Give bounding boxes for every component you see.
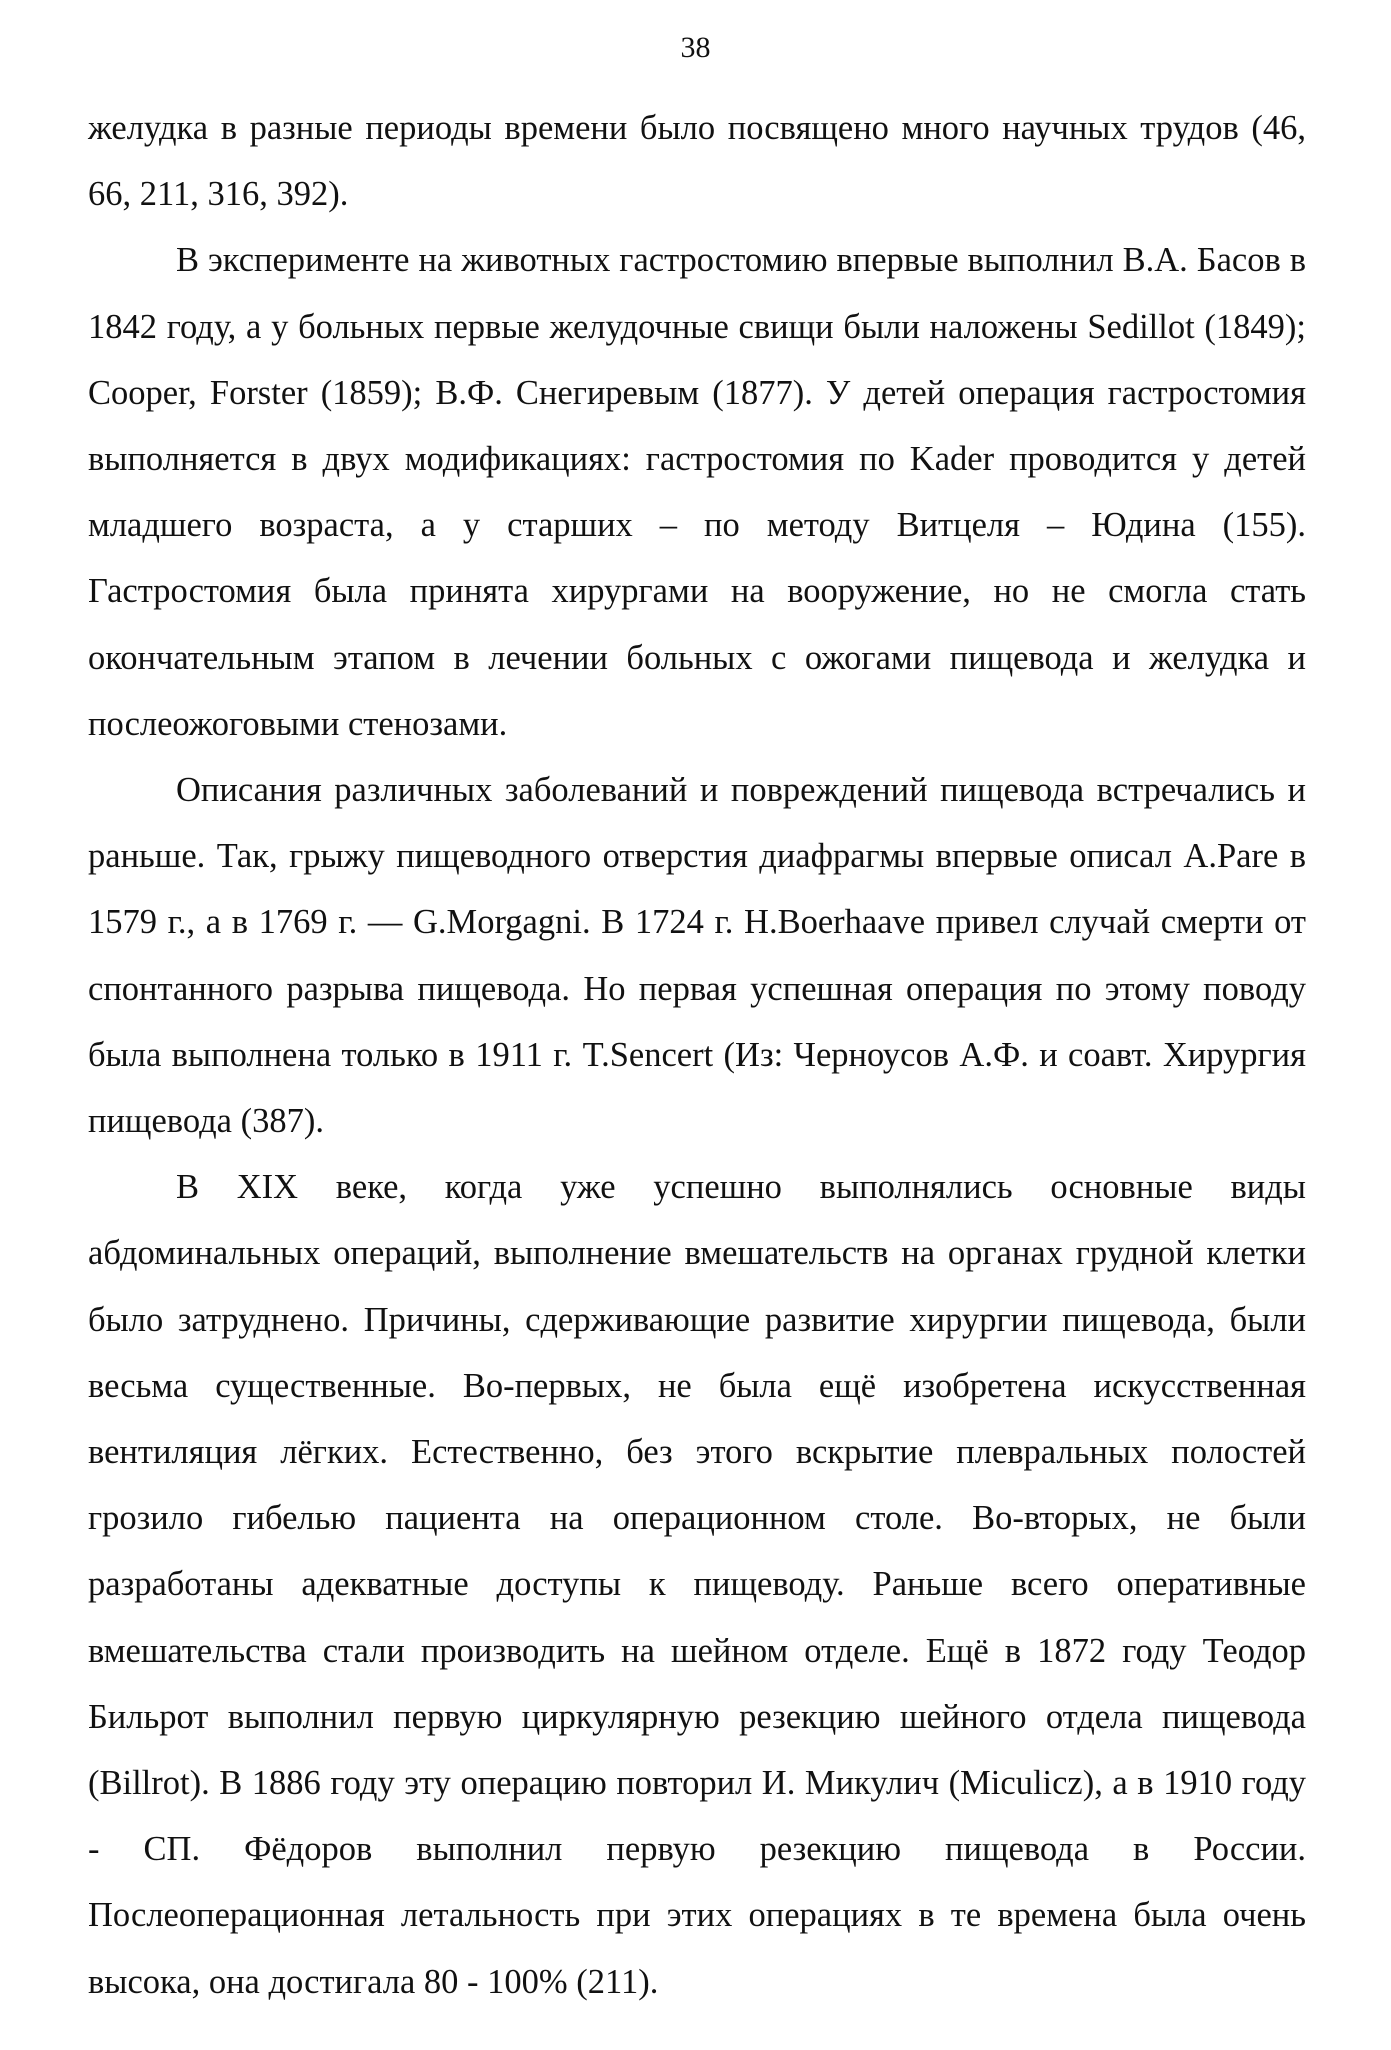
body-text bbox=[88, 95, 1306, 2015]
paragraph-2: В эксперименте на животных гастростомию впервые выполнил В.А. Басов в 1842 году, а у больных первые желудочные свищи были наложены Sedillot (1849); Cooper, Forster (1859); В.Ф. Снегиревым (1877). У детей операция гастростомия выполняется в двух модификациях: гастростомия по Kader проводится у детей младшего возраста, а у старших – по методу Витцеля – Юдина (155). Гастростомия была принята хирургами на вооружение, но не смогла стать окончательным этапом в лечении больных с ожогами пищевода и желудка и послеожоговыми стенозами. bbox=[88, 241, 1306, 743]
paragraph-1: желудка в разные периоды времени было посвящено много научных трудов (46, 66, 211, 316, 392). bbox=[88, 109, 1306, 214]
page-number: 38 bbox=[680, 31, 711, 64]
paragraph-3: Описания различных заболеваний и повреждений пищевода встречались и раньше. Так, грыжу пищеводного отверстия диафрагмы впервые описал A.Pare в 1579 г., а в 1769 г. — G.Morgagni. В 1724 г. H.Boerhaave привел случай смерти от спонтанного разрыва пищевода. Но первая успешная операция по этому поводу была выполнена только в 1911 г. T.Sencert (Из: Черноусов А.Ф. и соавт. Хирургия пищевода (387). bbox=[88, 771, 1306, 1141]
paragraph-4: В XIX веке, когда уже успешно выполнялись основные виды абдоминальных операций, выполнение вмешательств на органах грудной клетки было затруднено. Причины, сдерживающие развитие хирургии пищевода, были весьма существенные. Во-первых, не была ещё изобретена искусственная вентиляция лёгких. Естественно, без этого вскрытие плевральных полостей грозило гибелью пациента на операционном столе. Во-вторых, не были разработаны адекватные доступы к пищеводу. Раньше всего оперативные вмешательства стали производить на шейном отделе. Ещё в 1872 году Теодор Бильрот выполнил первую циркулярную резекцию шейного отдела пищевода (Billrot). В 1886 году эту операцию повторил И. Микулич (Miculicz), а в 1910 году - СП. Фёдоров выполнил первую резекцию пищевода в России. Послеоперационная летальность при этих операциях в те времена была очень высока, она достигала 80 - 100% (211). bbox=[88, 1168, 1306, 2001]
